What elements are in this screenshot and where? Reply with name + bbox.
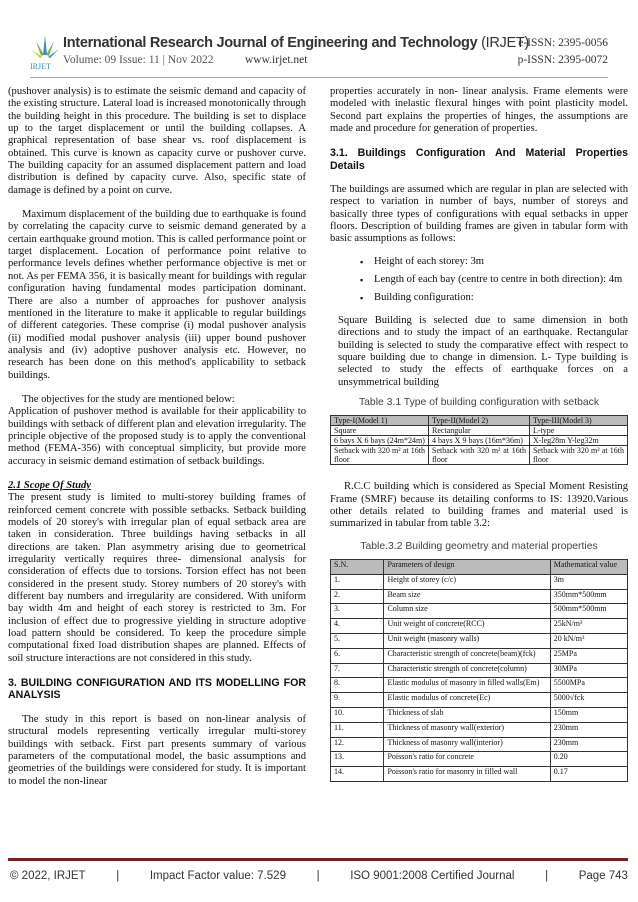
table-cell: 4 bays X 9 bays (16m*36m) — [429, 436, 530, 446]
table-cell: 11. — [331, 722, 384, 737]
table-row — [331, 426, 628, 436]
table-cell: 230mm — [550, 722, 627, 737]
separator: | — [316, 870, 320, 882]
separator: | — [116, 870, 120, 882]
table-cell: Square — [331, 426, 429, 436]
table-cell: Beam size — [384, 589, 550, 604]
paragraph: properties accurately in non- linear analysis. Frame elements were modeled with inelastic flexural hinges with point plasticity model. Second part explains the properties of hinges, the assumptions are made and procedure for generation of properties. — [330, 86, 628, 135]
table-row — [331, 436, 628, 446]
table-cell: 30MPa — [550, 663, 627, 678]
bullet-list — [360, 256, 628, 305]
website-link[interactable]: www.irjet.net — [245, 54, 308, 66]
iso-cert: ISO 9001:2008 Certified Journal — [350, 870, 515, 882]
material-properties-table — [330, 559, 628, 782]
table-cell: 6 bays X 6 bays (24m*24m) — [331, 436, 429, 446]
header-divider — [30, 77, 608, 78]
table-row — [331, 446, 628, 465]
table-cell: Setback with 320 m² at 16th floor — [331, 446, 429, 465]
table-row — [331, 604, 628, 619]
left-column — [8, 86, 306, 788]
table-row — [331, 589, 628, 604]
table-cell: L-type — [529, 426, 627, 436]
table-cell: 25MPa — [550, 648, 627, 663]
table-cell: Setback with 320 m² at 16th floor — [529, 446, 627, 465]
table-cell: Thickness of masonry wall(exterior) — [384, 722, 550, 737]
table-cell: Setback with 320 m² at 16th floor — [429, 446, 530, 465]
table-cell: Thickness of slab — [384, 707, 550, 722]
pissn: p-ISSN: 2395-0072 — [517, 54, 608, 66]
table-cell: 500mm*500mm — [550, 604, 627, 619]
separator: | — [545, 870, 549, 882]
paragraph: The buildings are assumed which are regular in plan are selected with respect to variation in number of bays, number of storeys and basically three types of configurations with equal setbacks in upper floors. Description of building frames are given in tabular form with basic assumptions as follows: — [330, 184, 628, 245]
paragraph: R.C.C building which is considered as Special Moment Resisting Frame (SMRF) because its detailing conforms to IS: 13920.Various other details related to building frames and material used is summarized in tabular from table 3.2: — [330, 481, 628, 530]
table-row — [331, 707, 628, 722]
copyright: © 2022, IRJET — [10, 870, 86, 882]
table-cell: Elastic modulus of masonry in filled walls(Em) — [384, 678, 550, 693]
impact-factor: Impact Factor value: 7.529 — [149, 870, 286, 882]
table-cell: Unit weight (masonry walls) — [384, 633, 550, 648]
table-caption: Table 3.1 Type of building configuration with setback — [358, 396, 600, 408]
paragraph: The present study is limited to multi-storey building frames of reinforced cement concrete with possible setbacks. Setback building models of 20 storey's with irregular plan of equal setback area are taken in consideration. Three buildings having setbacks in all directions are taken. Plan asymmetry arising due to geometrical irregularity vertically requires three- dimensional analysis for consideration of effects due to torsions. Torsion effect has not been considered in the present study. Storey numbers of 20 storey's with different bay numbers and irregularity are considered. With uniform bay width 4m and height of each storey is restricted to 3m. For inclusion of effect due to progressive yielding in structure adoptive load pattern should be considered. To keep the procedure simple computational fixed load distribution shapes are planned. Effects of soil structure interactions are not considered in this study. — [8, 492, 306, 664]
journal-abbr: (IRJET) — [481, 35, 529, 51]
table-cell: 5. — [331, 633, 384, 648]
journal-header — [30, 33, 608, 73]
table-row — [331, 559, 628, 574]
table-row — [331, 767, 628, 782]
table-cell: 20 kN/m³ — [550, 633, 627, 648]
page-number: Page 743 — [578, 870, 628, 882]
table-cell: 3m — [550, 574, 627, 589]
table-cell: Characteristic strength of concrete(column) — [384, 663, 550, 678]
svg-text:IRJET: IRJET — [30, 62, 51, 71]
paragraph: (pushover analysis) is to estimate the seismic demand and capacity of the existing structure. Lateral load is increased monotonically through the building height in this procedure. The building is set to displace up to the target displacement or until the building collapses. A graphical representation of base shear vs. roof displacement is obtained. This curve is known as capacity curve or pushover curve. The building capacity for an assumed displacement pattern and load distribution is defined by capacity curve. Also, specific state of damage is defined by a point on curve. — [8, 86, 306, 196]
table-row — [331, 416, 628, 426]
paragraph: The study in this report is based on non-linear analysis of structural models representing vertically irregular multi-storey buildings with setback. First part presents summary of various parameters of the computational model, the basic assumptions and geometries of the buildings were considered for study. It is important to model the non-linear — [8, 713, 306, 787]
irjet-logo — [30, 33, 60, 71]
table-cell: Mathematical value — [550, 559, 627, 574]
table-cell: 3. — [331, 604, 384, 619]
table-row — [331, 648, 628, 663]
footer-divider — [8, 858, 628, 861]
table-row — [331, 678, 628, 693]
table-cell: 230mm — [550, 737, 627, 752]
table-cell: X-leg28m Y-leg32m — [529, 436, 627, 446]
table-cell: 5000√fck — [550, 693, 627, 708]
list-item: ▪ Height of each storey: 3m — [360, 256, 628, 268]
table-cell: 10. — [331, 707, 384, 722]
section-heading: 2.1 Scope Of Study — [8, 479, 91, 491]
table-cell: 350mm*500mm — [550, 589, 627, 604]
table-row — [331, 737, 628, 752]
section-heading: 3. BUILDING CONFIGURATION AND ITS MODELLING FOR ANALYSIS — [8, 677, 306, 702]
table-caption: Table.3.2 Building geometry and material properties — [360, 540, 598, 552]
table-cell: 5500MPa — [550, 678, 627, 693]
paragraph: Square Building is selected due to same dimension in both directions and to study the impact of an earthquake. Rectangular building is selected to study the comparative effect with respect to square building due to change in dimension. L- Type building is selected to study the effects of earthquake forces on a unsymmetrical building — [338, 314, 628, 388]
table-row — [331, 752, 628, 767]
table-cell: Poisson's ratio for concrete — [384, 752, 550, 767]
table-cell: Rectangular — [429, 426, 530, 436]
table-cell: S.N. — [331, 559, 384, 574]
table-cell: Elastic modulus of concrete(Ec) — [384, 693, 550, 708]
table-cell: 13. — [331, 752, 384, 767]
paragraph: The objectives for the study are mentioned below: — [22, 393, 235, 405]
table-cell: Characteristic strength of concrete(beam)(fck) — [384, 648, 550, 663]
table-cell: 14. — [331, 767, 384, 782]
table-cell: 25kN/m³ — [550, 619, 627, 634]
eissn: e-ISSN: 2395-0056 — [518, 37, 608, 49]
table-cell: 7. — [331, 663, 384, 678]
table-cell: 4. — [331, 619, 384, 634]
table-cell: 8. — [331, 678, 384, 693]
table-row — [331, 722, 628, 737]
table-row — [331, 574, 628, 589]
table-cell: Unit weight of concrete(RCC) — [384, 619, 550, 634]
building-config-table — [330, 415, 628, 465]
table-cell: 9. — [331, 693, 384, 708]
table-cell: Thickness of masonry wall(interior) — [384, 737, 550, 752]
right-column — [330, 86, 628, 782]
table-cell: 1. — [331, 574, 384, 589]
table-cell: 2. — [331, 589, 384, 604]
table-cell: 12. — [331, 737, 384, 752]
table-cell: 6. — [331, 648, 384, 663]
section-heading: 3.1. Buildings Configuration And Material Properties Details — [330, 147, 628, 172]
paragraph: Application of pushover method is available for their applicability to buildings with setback of different plan and elevation irregularity. The principle objective of the proposed study is to apply the conventional method (FEMA-356) with conceptual simplicity, but provide more accuracy in seismic demand estimation of setback buildings. — [8, 406, 306, 467]
table-cell: Column size — [384, 604, 550, 619]
table-cell: Type-I(Model 1) — [331, 416, 429, 426]
paragraph: Maximum displacement of the building due to earthquake is found by correlating the capacity curve to seismic demand generated by a certain earthquake ground motion. This is called performance point or target displacement. Location of performance point relative to performance levels defines whether performance objective is met or not. As per FEMA 356, it is basically meant for buildings with regular configuration having fundamental modes participation dominant. There are also a number of approaches for pushover analysis mentioned in the literature to make it applicable to regular buildings of different categories. These comprise (i) modal pushover analysis (ii) modified modal pushover analysis (iii) upper bound pushover analysis and (iv) adoptive pushover analysis etc. However, no research has been done on this method's applicability to setback buildings. — [8, 209, 306, 381]
table-cell: Height of storey (c/c) — [384, 574, 550, 589]
table-row — [331, 619, 628, 634]
table-cell: 0.20 — [550, 752, 627, 767]
table-row — [331, 663, 628, 678]
list-item: ▪ Length of each bay (centre to centre in both direction): 4m — [360, 274, 628, 286]
table-cell: Type-II(Model 2) — [429, 416, 530, 426]
page-footer — [10, 870, 628, 882]
table-cell: Poisson's ratio for masonry in filled wall — [384, 767, 550, 782]
table-row — [331, 633, 628, 648]
table-row — [331, 693, 628, 708]
journal-title: International Research Journal of Engineering and Technology — [63, 35, 478, 51]
table-cell: Type-III(Model 3) — [529, 416, 627, 426]
table-cell: 150mm — [550, 707, 627, 722]
volume-info: Volume: 09 Issue: 11 | Nov 2022 — [63, 54, 214, 66]
list-item: ▪ Building configuration: — [360, 292, 628, 304]
table-cell: 0.17 — [550, 767, 627, 782]
table-cell: Parameters of design — [384, 559, 550, 574]
